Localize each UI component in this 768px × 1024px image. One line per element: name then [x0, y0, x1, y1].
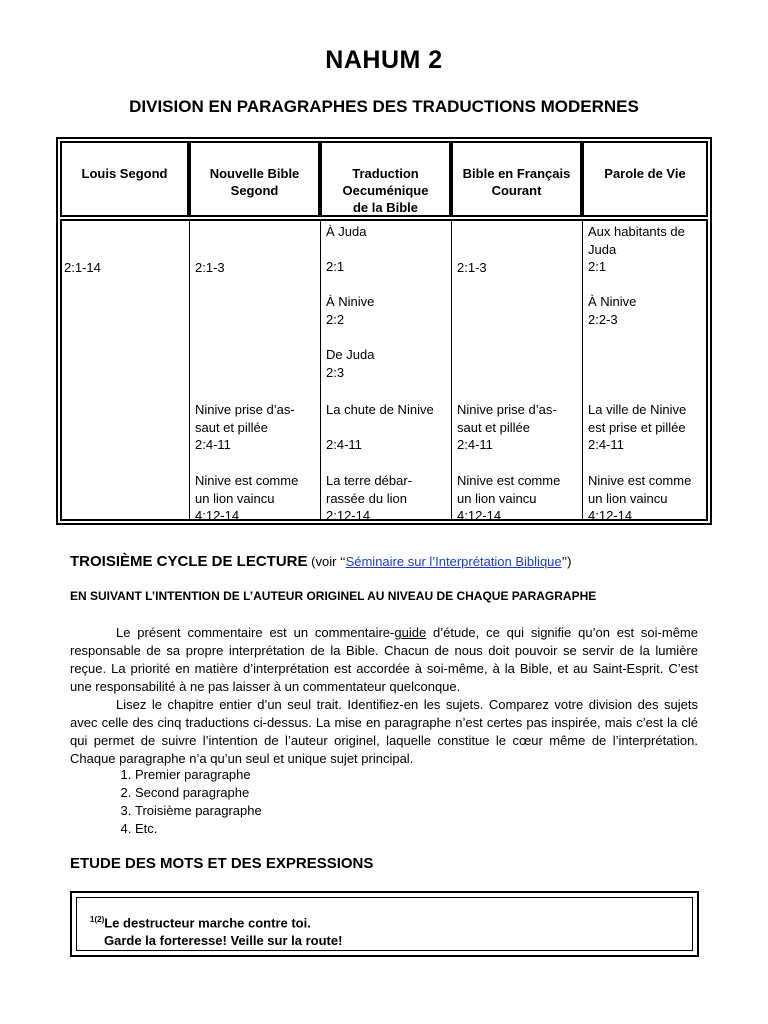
list-item: 2. Second paragraphe [135, 784, 262, 802]
intent-heading: EN SUIVANT L’INTENTION DE L’AUTEUR ORIGINEL AU NIVEAU DE CHAQUE PARAGRAPHE [70, 589, 597, 603]
cell-bfc-2: Ninive prise d’as- saut et pillée 2:4-11 [457, 402, 557, 453]
cell-bfc-3: Ninive est comme un lion vaincu 4:12-14 [457, 473, 561, 524]
list-item: 1. Premier paragraphe [135, 766, 262, 784]
page-subtitle: DIVISION EN PARAGRAPHES DES TRADUCTIONS MODERNES [129, 97, 639, 116]
cell-nbs-2: Ninive prise d’as- saut et pillée 2:4-11 [195, 402, 295, 453]
etude-heading: ETUDE DES MOTS ET DES EXPRESSIONS [70, 855, 374, 872]
cell-nbs-1: 2:1-3 [195, 260, 225, 275]
cell-pdv-3: Ninive est comme un lion vaincu 4:12-14 [588, 473, 692, 524]
cycle-heading-line [70, 553, 572, 570]
cell-pdv-1: Aux habitants de Juda 2:1 À Ninive 2:2-3 [588, 224, 685, 327]
list-item: 4. Etc. [135, 820, 262, 838]
verse-box [70, 891, 699, 957]
seminaire-link[interactable]: Séminaire sur l’Interprétation Biblique [345, 554, 562, 569]
paragraph-2: Lisez le chapitre entier d’un seul trait. Identifiez-en les sujets. Comparez votre division des sujets avec celle des cinq traductions ci-dessus. La mise en paragraphe n’est certes pas inspirée, mais c’est la clé qui permet de suivre l’intention de l’auteur originel, laquelle constitue le cœur même de l’interprétation. Chaque paragraphe n’a qu’un seul et unique sujet principal. [70, 697, 698, 766]
header-tob: Traduction Oecuménique de la Bible [320, 141, 451, 217]
cycle-heading: TROISIÈME CYCLE DE LECTURE [70, 553, 308, 570]
commentary-body [70, 624, 698, 768]
cell-tob-3: La terre débar- rassée du lion 2:12-14 [326, 473, 412, 524]
verse-line-2: Garde la forteresse! Veille sur la route! [104, 933, 343, 949]
header-nouvelle-bible-segond: Nouvelle Bible Segond [189, 141, 320, 217]
guide-word: guide [394, 625, 427, 640]
cell-tob-2: La chute de Ninive 2:4-11 [326, 402, 434, 453]
paragraph-1: Le présent commentaire est un commentaire-guide d’étude, ce qui signifie qu’on est soi-même responsable de sa propre interprétation de la Bible. Chacun de nous doit pouvoir se servir de la lumière reçue. La priorité en matière d’interprétation est accordée à soi-même, à la Bible, et au Saint-Esprit. C’est une responsabilité à ne pas laisser à un commentateur quelconque. [70, 625, 698, 694]
page-title: NAHUM 2 [325, 46, 443, 74]
cell-pdv-2: La ville de Ninive est prise et pillée 2:4-11 [588, 402, 687, 453]
cell-nbs-3: Ninive est comme un lion vaincu 4:12-14 [195, 473, 299, 524]
verse-line-1: $^{1(2)}$Le destructeur marche contre toi. [90, 915, 311, 931]
paragraph-list [115, 766, 262, 838]
list-item: 3. Troisième paragraphe [135, 802, 262, 820]
header-louis-segond: Louis Segond [60, 141, 189, 217]
cell-bfc-1: 2:1-3 [457, 260, 487, 275]
cell-ls-1: 2:1-14 [64, 260, 101, 275]
table-body [60, 219, 708, 524]
header-parole-de-vie: Parole de Vie [582, 141, 708, 217]
header-bible-francais-courant: Bible en Français Courant [451, 141, 582, 217]
cycle-pre: (voir ‘‘ [307, 554, 346, 569]
verse-ref: 1(2) [90, 915, 105, 924]
cell-tob-1: À Juda 2:1 À Ninive 2:2 De Juda 2:3 [326, 224, 375, 380]
paragraph-division-table [56, 137, 712, 525]
cycle-post: ’’) [561, 554, 572, 569]
